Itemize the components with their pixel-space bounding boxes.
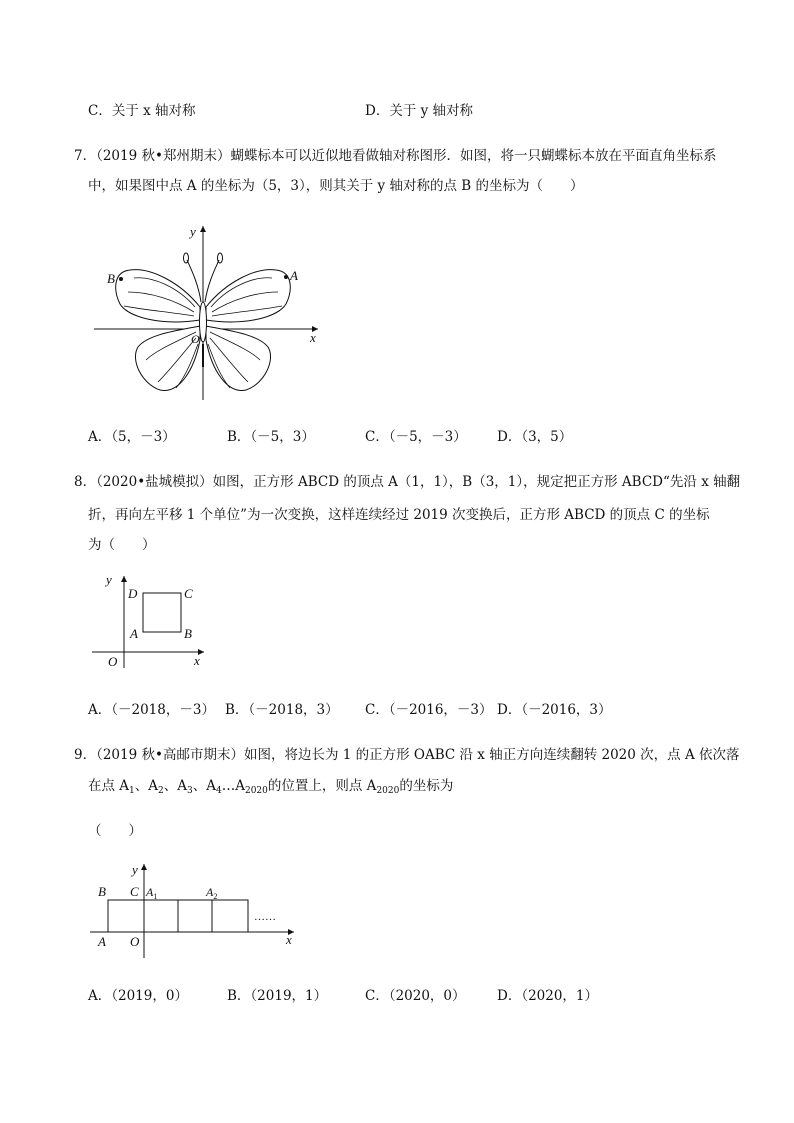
- label-y: y: [106, 572, 112, 587]
- q7-option-d: D．（3，5）: [497, 429, 573, 445]
- q6-option-d: D．关于 y 轴对称: [365, 103, 474, 119]
- label-c: C: [130, 884, 139, 899]
- label-o: O: [108, 654, 118, 669]
- q9-option-a: A．（2019，0）: [88, 988, 188, 1004]
- square-figure: [88, 570, 218, 670]
- q7-stem-line2: 中，如果图中点 A 的坐标为（5，3），则其关于 y 轴对称的点 B 的坐标为（ ）: [88, 178, 584, 194]
- q7-option-a: A．（5，－3）: [88, 429, 176, 445]
- label-a: A: [290, 268, 298, 283]
- label-b: B: [184, 626, 192, 641]
- q8-stem-line2: 折，再向左平移 1 个单位”为一次变换，这样连续经过 2019 次变换后，正方形 ABCD 的顶点 C 的坐标: [88, 507, 710, 523]
- label-a1: $A_1$: [146, 885, 158, 901]
- square-abcd: [143, 593, 181, 632]
- q9-stem-line1: 9．（2019 秋•高邮市期末）如图，将边长为 1 的正方形 OABC 沿 x 轴正方向连续翻转 2020 次，点 A 依次落: [74, 747, 740, 763]
- q8-option-d: D．（－2016，3）: [497, 702, 612, 718]
- label-y: y: [190, 224, 196, 239]
- label-dots: ……: [254, 911, 276, 923]
- label-b: B: [98, 884, 106, 899]
- label-a: A: [98, 934, 106, 949]
- q7-option-c: C．（－5，－3）: [365, 429, 467, 445]
- q7-stem-line1: 7．（2019 秋•郑州期末）蝴蝶标本可以近似地看做轴对称图形．如图，将一只蝴蝶标本放在平面直角坐标系: [74, 148, 717, 164]
- q9-option-d: D．（2020，1）: [497, 988, 599, 1004]
- label-x: x: [194, 653, 200, 668]
- label-a: A: [130, 626, 138, 641]
- rolling-square-figure: [88, 860, 308, 960]
- label-d: D: [128, 586, 138, 601]
- q8-option-b: B．（－2018，3）: [225, 702, 339, 718]
- label-o: O: [130, 934, 140, 949]
- butterfly-figure: [90, 222, 326, 402]
- q9-option-c: C．（2020，0）: [365, 988, 466, 1004]
- label-o: O: [191, 332, 200, 346]
- label-x: x: [286, 932, 292, 947]
- q7-option-b: B．（－5，3）: [227, 429, 315, 445]
- label-x: x: [310, 330, 316, 345]
- label-y: y: [132, 862, 138, 877]
- label-c: C: [184, 586, 193, 601]
- q9-option-b: B．（2019，1）: [227, 988, 328, 1004]
- q9-stem-line2: 在点 $A_1$、$A_2$、$A_3$、$A_4\dots A_{2020}$的位置上，则点 $A_{2020}$的坐标为: [88, 778, 454, 796]
- q8-option-a: A．（－2018，－3）: [88, 702, 215, 718]
- q9-stem-line3: （ ）: [88, 823, 142, 839]
- q8-stem-line1: 8．（2020•盐城模拟）如图，正方形 ABCD 的顶点 A（1，1），B（3，1），规定把正方形 ABCD“先沿 x 轴翻: [74, 474, 741, 490]
- label-b: B: [107, 271, 115, 286]
- square-oabc: [108, 900, 144, 932]
- q8-option-c: C．（－2016，－3）: [365, 702, 493, 718]
- label-a2: $A_2$: [206, 885, 218, 901]
- q6-option-c: C．关于 x 轴对称: [88, 103, 196, 119]
- q8-stem-line3: 为（ ）: [88, 537, 156, 553]
